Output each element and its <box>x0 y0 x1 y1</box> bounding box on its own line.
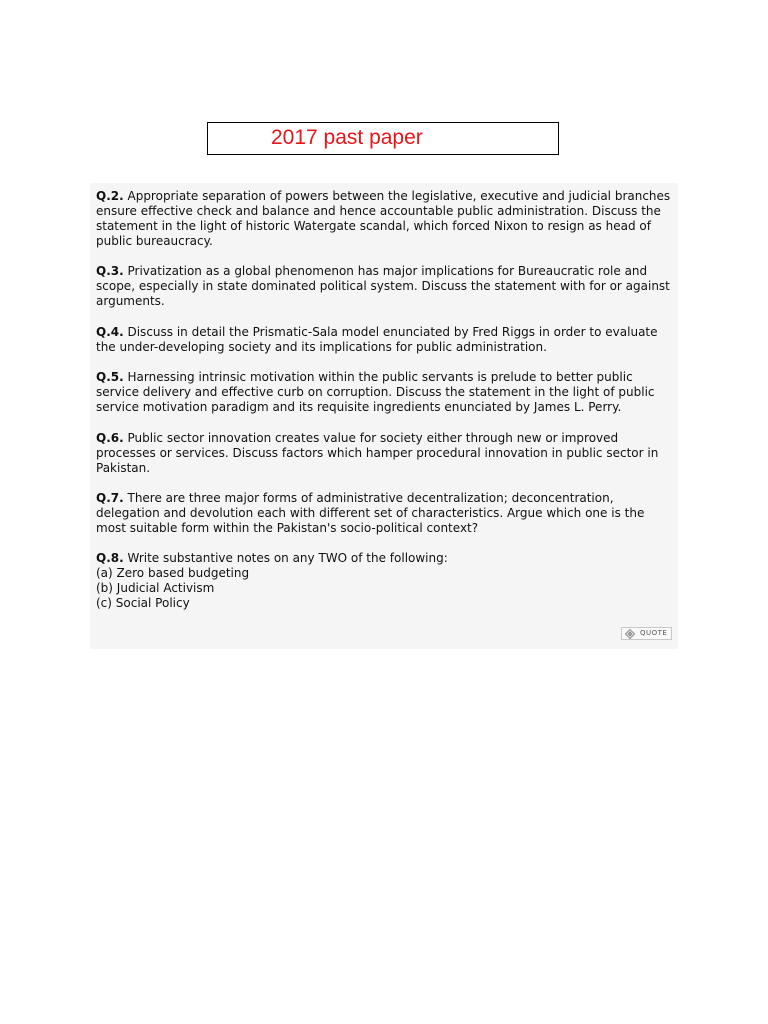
question-item <box>96 431 674 476</box>
questions-list <box>96 189 674 627</box>
note-option: (a) Zero based budgeting <box>96 566 250 581</box>
question-item <box>96 491 674 536</box>
question-number: Q.5. <box>96 370 124 385</box>
question-number: Q.6. <box>96 430 124 445</box>
question-item <box>96 264 674 309</box>
quote-button-label: QUOTE <box>640 629 668 637</box>
question-item <box>96 189 674 249</box>
note-option: (b) Judicial Activism <box>96 581 215 596</box>
question-text: There are three major forms of administrative decentralization; deconcentration, delegation and devolution each with different set of characteristics. Argue which one is the most suitable form within the Pakistan's socio-political context? <box>96 490 645 535</box>
question-text: Appropriate separation of powers between the legislative, executive and judicial branches ensure effective check and balance and hence accountable public administration. Discuss the statement in the light of historic Watergate scandal, which forced Nixon to resign as head of public bureaucracy. <box>96 189 671 248</box>
question-item <box>96 325 674 355</box>
question-text: Privatization as a global phenomenon has major implications for Bureaucratic role and scope, especially in state dominated political system. Discuss the statement with for or against arguments. <box>96 264 670 309</box>
quote-button[interactable] <box>621 627 672 640</box>
question-number: Q.8. <box>96 551 124 566</box>
question-number: Q.3. <box>96 264 124 279</box>
question-item <box>96 551 674 611</box>
page-title: 2017 past paper <box>271 126 423 149</box>
question-number: Q.4. <box>96 324 124 339</box>
question-text: Discuss in detail the Prismatic-Sala model enunciated by Fred Riggs in order to evaluate the under-developing society and its implications for public administration. <box>96 324 658 354</box>
quote-icon <box>625 629 635 639</box>
question-text: Public sector innovation creates value for society either through new or improved processes or services. Discuss factors which hamper procedural innovation in public sector in Pakistan. <box>96 430 659 475</box>
note-option: (c) Social Policy <box>96 596 190 611</box>
question-item <box>96 370 674 415</box>
questions-panel <box>90 183 678 649</box>
question-text: Write substantive notes on any TWO of the following: <box>123 551 448 566</box>
question-text: Harnessing intrinsic motivation within the public servants is prelude to better public service delivery and effective curb on corruption. Discuss the statement in the light of public service motivation paradigm and its requisite ingredients enunciated by James L. Perry. <box>96 370 655 415</box>
title-box <box>207 122 559 155</box>
question-number: Q.7. <box>96 490 124 505</box>
question-number: Q.2. <box>96 189 124 203</box>
